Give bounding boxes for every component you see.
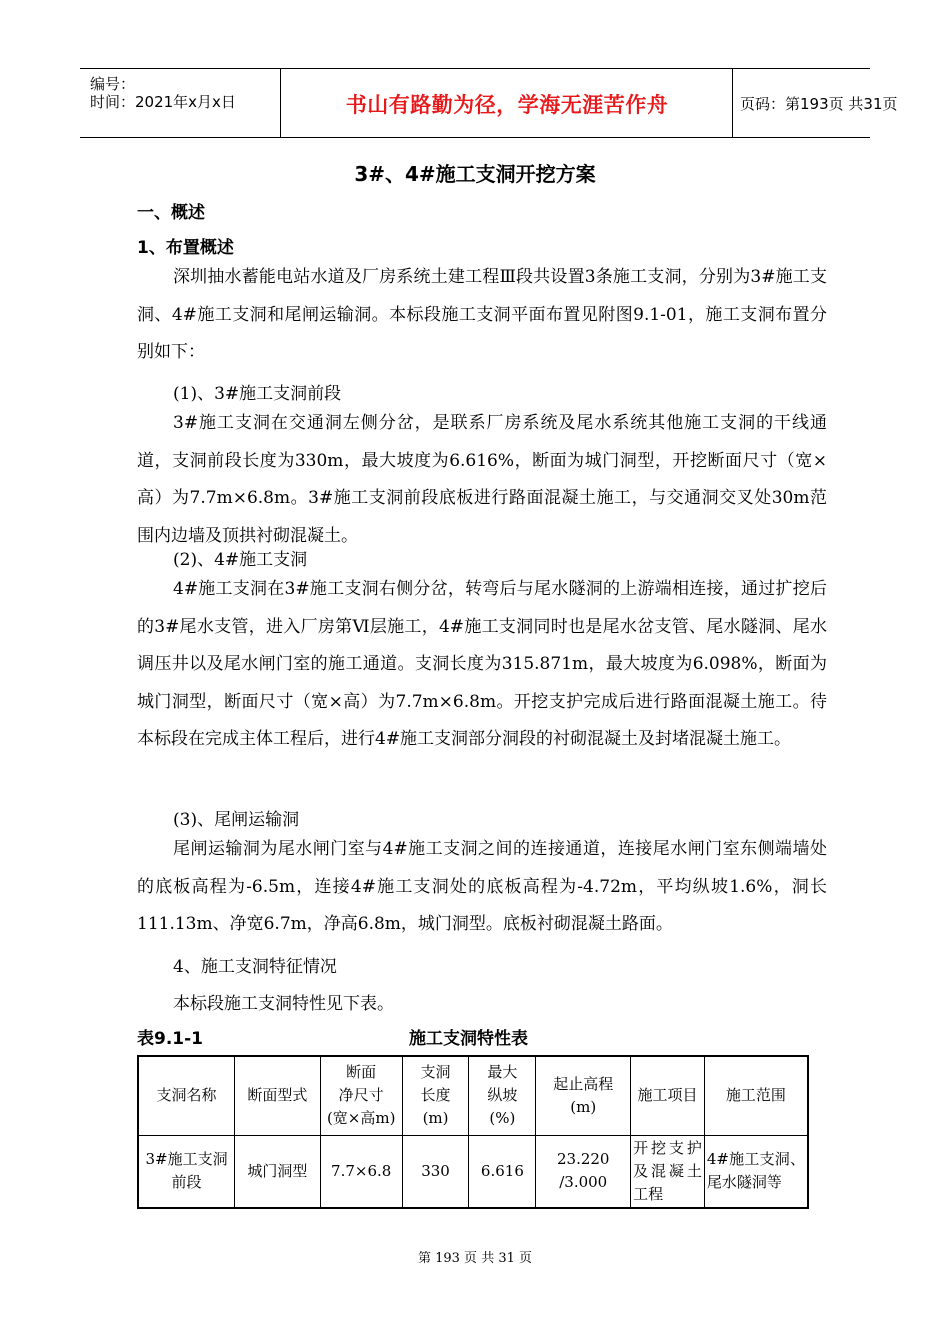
table-number: 表9.1-1 [137, 1029, 203, 1049]
page-counter: 页码：第193页 共31页 [740, 95, 898, 113]
cell-size: 7.7×6.8 [320, 1135, 402, 1208]
cell-length: 330 [402, 1135, 469, 1208]
paragraph-overview: 深圳抽水蓄能电站水道及厂房系统土建工程Ⅲ段共设置3条施工支洞，分别为3#施工支洞、4#施工支洞和尾闸运输洞。本标段施工支洞平面布置见附图9.1-01，施工支洞布置分别如下： [137, 267, 827, 363]
paragraph-table-intro: 本标段施工支洞特性见下表。 [173, 994, 394, 1014]
item-heading-features: 4、施工支洞特征情况 [173, 957, 337, 977]
item-heading-tail-gate: (3)、尾闸运输洞 [173, 810, 300, 830]
table-caption: 施工支洞特性表 [409, 1029, 528, 1049]
cell-range: 4#施工支洞、尾水隧洞等 [704, 1135, 808, 1208]
table-header-row [138, 1056, 808, 1135]
cell-elevation: 23.220 /3.000 [536, 1135, 631, 1208]
col-header-slope: 最大 纵坡 (%) [469, 1056, 536, 1135]
document-date: 时间：2021年x月x日 [90, 93, 236, 111]
page-header [80, 68, 898, 138]
col-header-range: 施工范围 [704, 1056, 808, 1135]
page-footer: 第 193 页 共 31 页 [417, 1251, 533, 1266]
item-heading-3-front: (1)、3#施工支洞前段 [173, 384, 342, 404]
section-heading: 一、概述 [137, 203, 205, 223]
header-motto-cell [282, 69, 733, 137]
header-meta [80, 69, 281, 137]
document-title: 3#、4#施工支洞开挖方案 [354, 162, 596, 186]
col-header-item: 施工项目 [631, 1056, 705, 1135]
cell-item: 开挖支护及混凝土工程 [631, 1135, 705, 1208]
paragraph-4: 4#施工支洞在3#施工支洞右侧分岔，转弯后与尾水隧洞的上游端相连接，通过扩挖后的3#尾水支管，进入厂房第Ⅵ层施工，4#施工支洞同时也是尾水岔支管、尾水隧洞、尾水调压井以及尾水闸门室的施工通道。支洞长度为315.871m，最大坡度为6.098%，断面为城门洞型，断面尺寸（宽×高）为7.7m×6.8m。开挖支护完成后进行路面混凝土施工。待本标段在完成主体工程后，进行4#施工支洞部分洞段的衬砌混凝土及封堵混凝土施工。 [137, 579, 827, 750]
document-number: 编号： [90, 75, 136, 93]
col-header-size: 断面 净尺寸 (宽×高m) [320, 1056, 402, 1135]
subsection-heading: 1、布置概述 [137, 238, 234, 258]
item-heading-4: (2)、4#施工支洞 [173, 550, 308, 570]
paragraph-tail-gate: 尾闸运输洞为尾水闸门室与4#施工支洞之间的连接通道，连接尾水闸门室东侧端墙处的底板高程为-6.5m，连接4#施工支洞处的底板高程为-4.72m，平均纵坡1.6%，洞长111.13m、净宽6.7m，净高6.8m，城门洞型。底板衬砌混凝土路面。 [137, 839, 827, 935]
cell-slope: 6.616 [469, 1135, 536, 1208]
col-header-elevation: 起止高程 (m) [536, 1056, 631, 1135]
col-header-length: 支洞 长度 (m) [402, 1056, 469, 1135]
col-header-name: 支洞名称 [138, 1056, 235, 1135]
motto: 书山有路勤为径，学海无涯苦作舟 [345, 93, 669, 117]
paragraph-3-front: 3#施工支洞在交通洞左侧分岔，是联系厂房系统及尾水系统其他施工支洞的干线通道，支洞前段长度为330m，最大坡度为6.616%，断面为城门洞型，开挖断面尺寸（宽×高）为7.7m×6.8m。3#施工支洞前段底板进行路面混凝土施工，与交通洞交叉处30m范围内边墙及顶拱衬砌混凝土。 [137, 413, 827, 546]
table-row [138, 1135, 808, 1208]
cell-name: 3#施工支洞 前段 [138, 1135, 235, 1208]
cell-type: 城门洞型 [235, 1135, 321, 1208]
spec-table [137, 1055, 809, 1209]
col-header-type: 断面型式 [235, 1056, 321, 1135]
